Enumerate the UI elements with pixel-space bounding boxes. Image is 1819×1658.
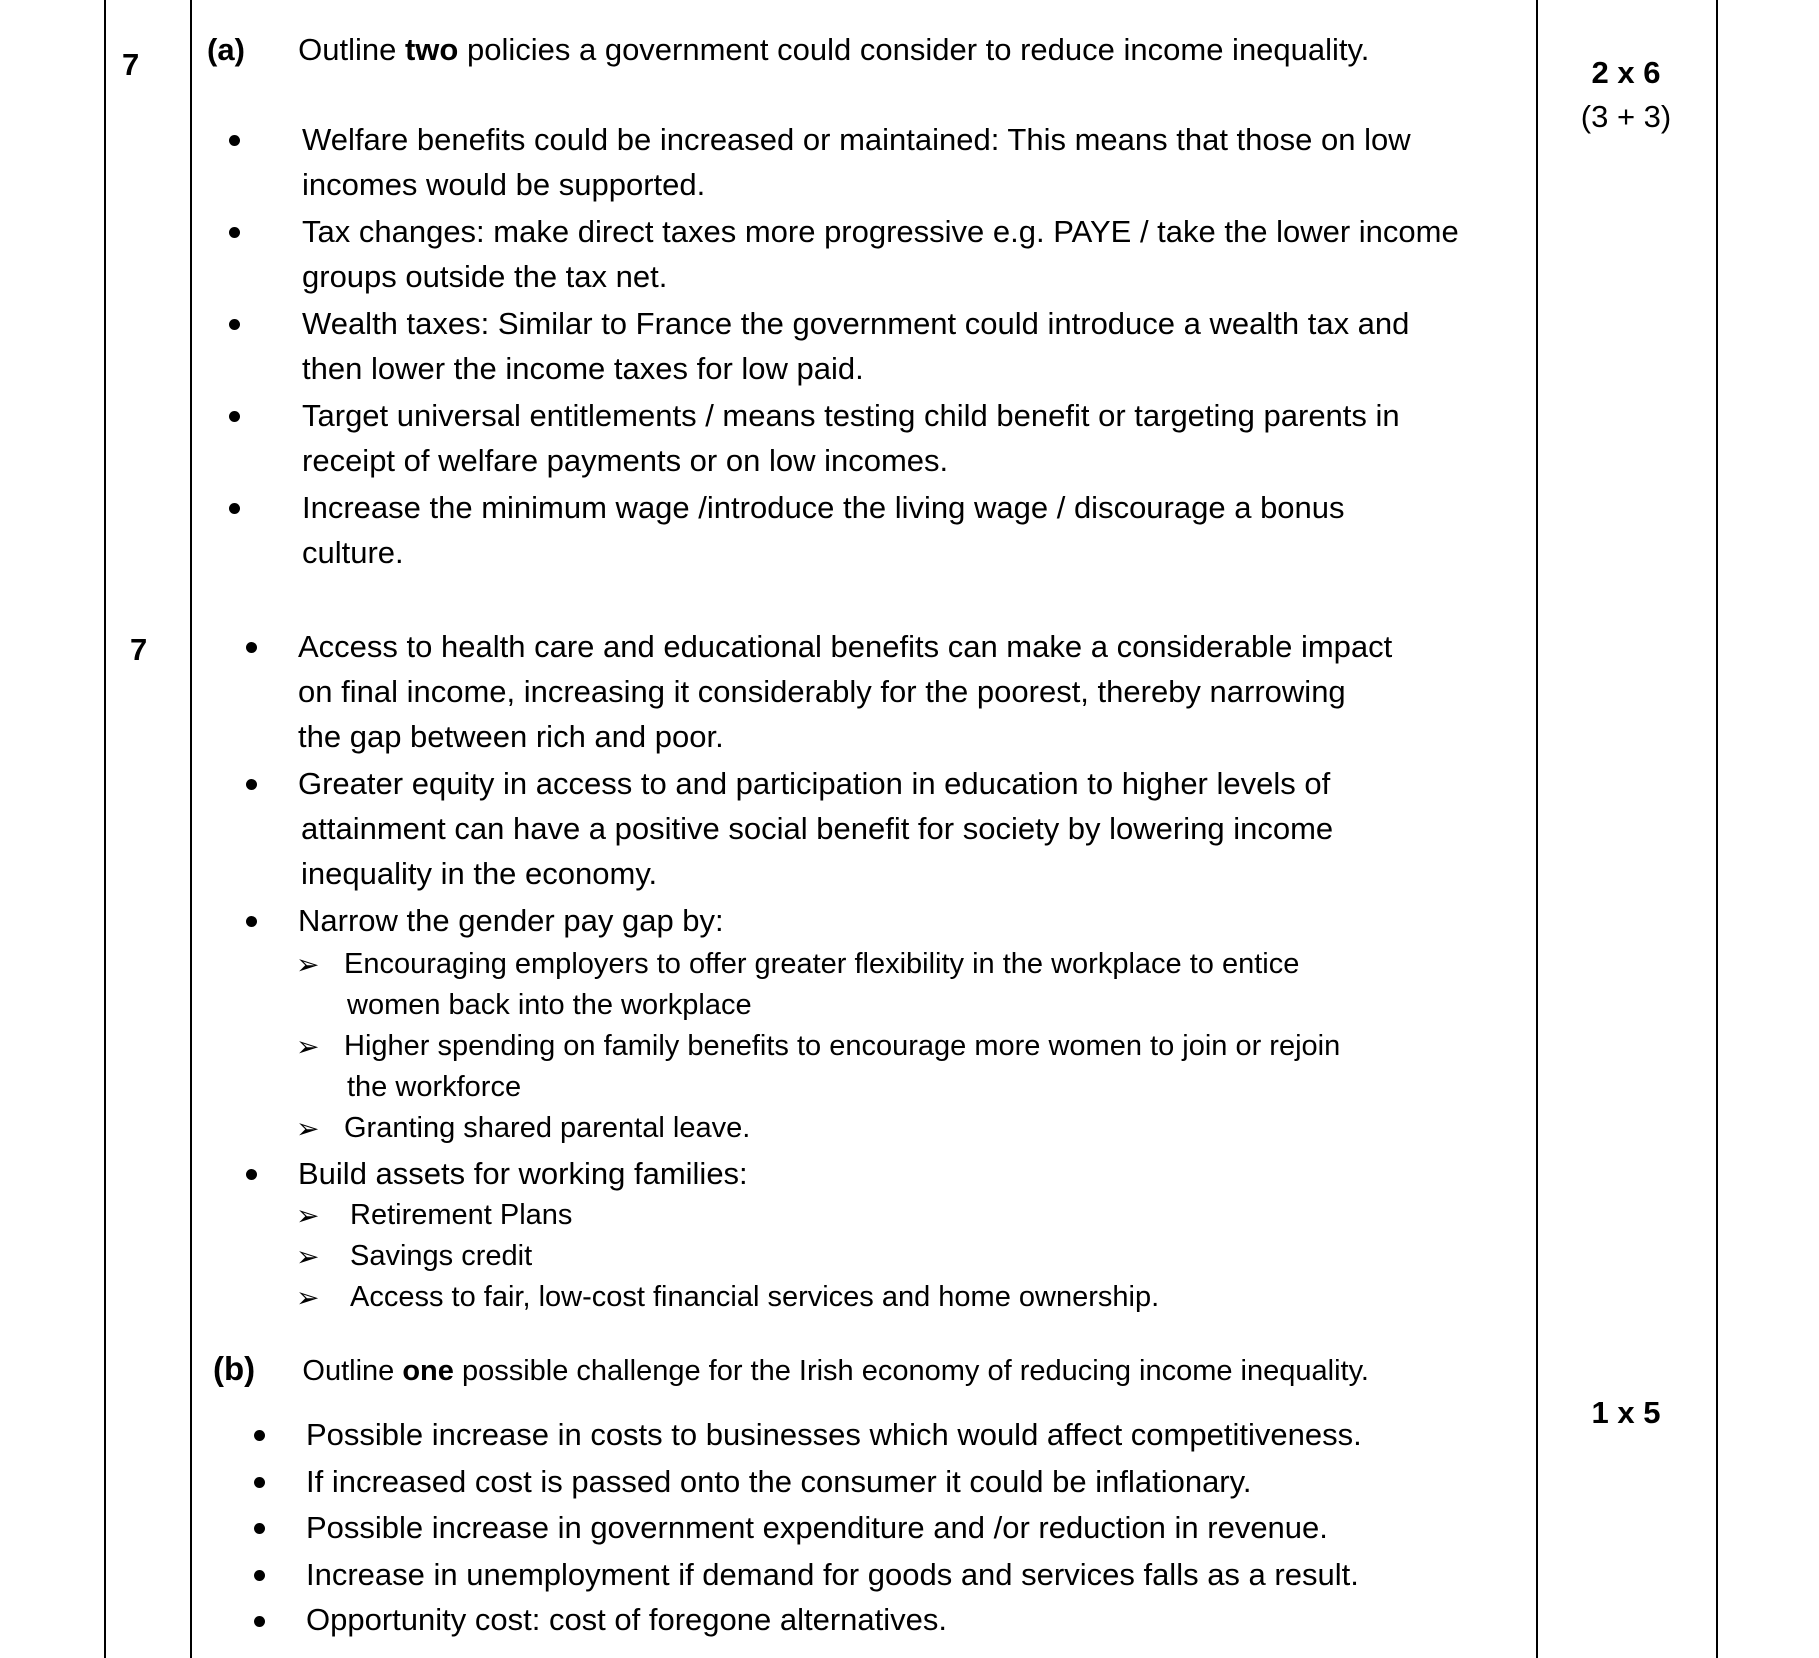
part-a-label: (a) (207, 32, 245, 67)
sub-list-item: Savings credit (350, 1240, 533, 1272)
list-item: the gap between rich and poor. (298, 719, 724, 754)
list-item: groups outside the tax net. (302, 259, 668, 294)
assets-heading: Build assets for working families: (298, 1156, 748, 1191)
sub-list-item: Encouraging employers to offer greater flexibility in the workplace to entice (344, 948, 1300, 980)
list-item: on final income, increasing it considerably for the poorest, thereby narrowing (298, 674, 1346, 709)
bullet-icon (229, 319, 240, 330)
bullet-icon (254, 1477, 265, 1488)
list-item: receipt of welfare payments or on low incomes. (302, 443, 949, 478)
bullet-icon (254, 1616, 265, 1627)
list-item: Greater equity in access to and participation in education to higher levels of (298, 766, 1331, 801)
list-item: inequality in the economy. (301, 856, 658, 891)
arrow-bullet-icon: ➢ (296, 949, 320, 980)
arrow-bullet-icon: ➢ (296, 1200, 320, 1231)
list-item: Increase in unemployment if demand for goods and services falls as a result. (306, 1557, 1359, 1592)
bullet-icon (246, 642, 257, 653)
part-a-prompt: (a) Outline two policies a government could consider to reduce income inequality. (207, 32, 1370, 67)
sub-list-item: Retirement Plans (350, 1199, 573, 1231)
part-a-marks: 2 x 6 (1591, 55, 1661, 90)
bullet-icon (229, 503, 240, 514)
sub-list-item: Access to fair, low-cost financial services and home ownership. (350, 1281, 1160, 1313)
list-item: Wealth taxes: Similar to France the government could introduce a wealth tax and (302, 306, 1410, 341)
arrow-bullet-icon: ➢ (296, 1282, 320, 1313)
question-number-continued: 7 (130, 632, 148, 667)
list-item: incomes would be supported. (302, 167, 706, 202)
bullet-icon (254, 1430, 265, 1441)
bullet-icon (229, 411, 240, 422)
arrow-bullet-icon: ➢ (296, 1113, 320, 1144)
list-item: Opportunity cost: cost of foregone alternatives. (306, 1602, 948, 1637)
part-b-prompt: (b) Outline one possible challenge for the Irish economy of reducing income inequality. (213, 1350, 1369, 1387)
sub-list-item: women back into the workplace (347, 989, 752, 1021)
question-number: 7 (122, 47, 140, 82)
table-border-qcol (190, 0, 192, 1658)
sub-list-item: Higher spending on family benefits to encourage more women to join or rejoin (344, 1030, 1341, 1062)
bullet-icon (229, 135, 240, 146)
list-item: Possible increase in government expenditure and /or reduction in revenue. (306, 1510, 1328, 1545)
list-item: Welfare benefits could be increased or maintained: This means that those on low (302, 122, 1411, 157)
arrow-bullet-icon: ➢ (296, 1031, 320, 1062)
list-item: Target universal entitlements / means testing child benefit or targeting parents in (302, 398, 1400, 433)
part-a-marks-breakdown: (3 + 3) (1580, 99, 1672, 134)
table-border-left (104, 0, 106, 1658)
list-item: Access to health care and educational benefits can make a considerable impact (298, 629, 1393, 664)
list-item: Tax changes: make direct taxes more progressive e.g. PAYE / take the lower income (302, 214, 1459, 249)
bullet-icon (246, 779, 257, 790)
bullet-icon (246, 1169, 257, 1180)
sub-list-item: Granting shared parental leave. (344, 1112, 751, 1144)
table-border-right (1716, 0, 1718, 1658)
list-item: then lower the income taxes for low paid. (302, 351, 864, 386)
arrow-bullet-icon: ➢ (296, 1241, 320, 1272)
part-b-marks: 1 x 5 (1591, 1395, 1661, 1430)
part-b-label: (b) (213, 1350, 256, 1387)
list-item: culture. (302, 535, 404, 570)
bullet-icon (246, 916, 257, 927)
list-item: If increased cost is passed onto the consumer it could be inflationary. (306, 1464, 1252, 1499)
list-item: Possible increase in costs to businesses which would affect competitiveness. (306, 1417, 1362, 1452)
bullet-icon (254, 1523, 265, 1534)
sub-list-item: the workforce (347, 1071, 522, 1103)
list-item: Increase the minimum wage /introduce the living wage / discourage a bonus (302, 490, 1345, 525)
bullet-icon (254, 1570, 265, 1581)
list-item: attainment can have a positive social benefit for society by lowering income (301, 811, 1334, 846)
gender-heading: Narrow the gender pay gap by: (298, 903, 724, 938)
bullet-icon (229, 227, 240, 238)
